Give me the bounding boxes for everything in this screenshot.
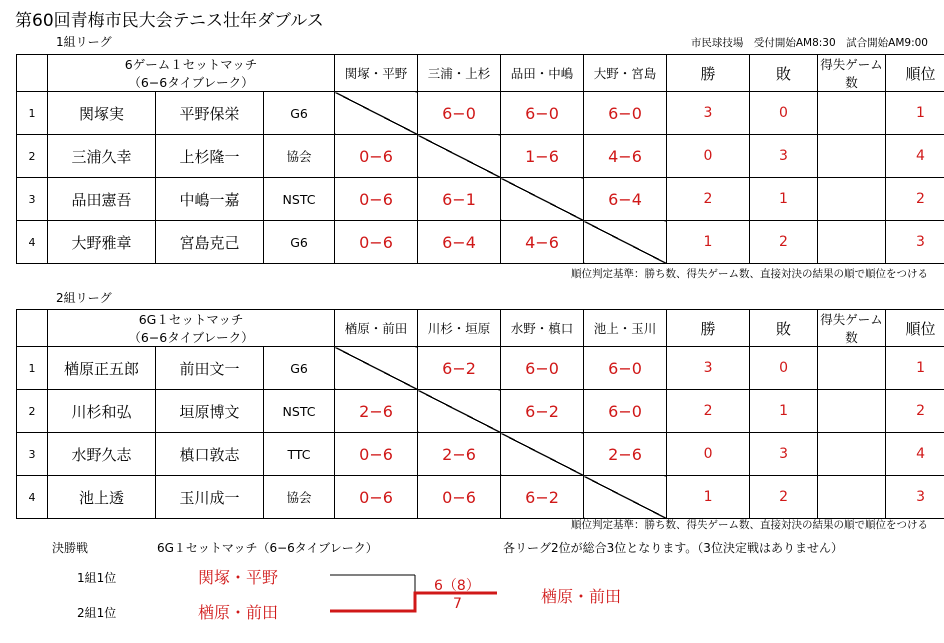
player2: 平野保栄 [156,92,264,135]
losses-cell: 3 [750,433,818,476]
format-line1: 6G１セットマッチ [138,312,244,327]
row-number: 4 [17,221,48,264]
ranking-criteria-2: 順位判定基準：勝ち数、得失ゲーム数、直接対決の結果の順で順位をつける [571,519,928,531]
player2: 前田文一 [156,347,264,390]
league2-label: 2組リーグ [56,291,112,305]
final-slot2-label: 2組1位 [77,606,117,620]
rank-cell: 3 [886,221,944,264]
final-format: 6G１セットマッチ（6−6タイブレーク） [157,541,378,555]
player1: 大野雅章 [48,221,156,264]
score-cell: 0−6 [335,433,418,476]
league2-col-team2: 川杉・垣原 [418,310,501,347]
player2: 槙口敦志 [156,433,264,476]
final-label: 決勝戦 [52,541,89,555]
player1: 関塚実 [48,92,156,135]
score-cell: 6−2 [501,390,584,433]
score-cell: 6−4 [584,178,667,221]
player2: 宮島克己 [156,221,264,264]
league1-col-diff: 得失ゲーム数 [818,55,886,92]
league2-col-losses: 敗 [750,310,818,347]
league2-col-diff: 得失ゲーム数 [818,310,886,347]
score-cell: 0−6 [335,135,418,178]
wins-cell: 3 [667,92,750,135]
score-cell: 6−0 [584,347,667,390]
format-line2: （6−6タイブレーク） [128,330,254,345]
club: TTC [264,433,335,476]
losses-cell: 0 [750,92,818,135]
club: 協会 [264,135,335,178]
rank-cell: 2 [886,178,944,221]
score-cell: 2−6 [418,433,501,476]
score-cell: 6−0 [418,92,501,135]
player2: 中嶋一嘉 [156,178,264,221]
club: G6 [264,347,335,390]
final-slot1-team: 関塚・平野 [198,568,279,587]
player2: 玉川成一 [156,476,264,519]
row-number: 2 [17,390,48,433]
club: 協会 [264,476,335,519]
club: NSTC [264,178,335,221]
format-line2: （6−6タイブレーク） [128,75,254,90]
player1: 楢原正五郎 [48,347,156,390]
player1: 品田憲吾 [48,178,156,221]
row-number: 3 [17,178,48,221]
wins-cell: 2 [667,390,750,433]
score-cell: 0−6 [335,476,418,519]
rank-cell: 4 [886,135,944,178]
rank-cell: 1 [886,347,944,390]
wins-cell: 3 [667,347,750,390]
league1-col-wins: 勝 [667,55,750,92]
league2-col-rank: 順位 [886,310,944,347]
player2: 上杉隆一 [156,135,264,178]
player1: 川杉和弘 [48,390,156,433]
page-title: 第60回青梅市民大会テニス壮年ダブルス [15,11,324,31]
score-cell: 6−2 [418,347,501,390]
score-cell: 0−6 [418,476,501,519]
club: NSTC [264,390,335,433]
losses-cell: 1 [750,178,818,221]
rank-cell: 4 [886,433,944,476]
player2: 垣原博文 [156,390,264,433]
player1: 水野久志 [48,433,156,476]
score-cell: 2−6 [335,390,418,433]
league2-col-team1: 楢原・前田 [335,310,418,347]
league2-col-team4: 池上・玉川 [584,310,667,347]
score-cell: 6−0 [501,92,584,135]
rank-cell: 2 [886,390,944,433]
ranking-criteria-1: 順位判定基準：勝ち数、得失ゲーム数、直接対決の結果の順で順位をつける [571,268,928,280]
club: G6 [264,221,335,264]
league2-col-team3: 水野・槙口 [501,310,584,347]
final-slot1-label: 1組1位 [77,571,117,585]
row-number: 1 [17,347,48,390]
player1: 三浦久幸 [48,135,156,178]
score-cell: 4−6 [501,221,584,264]
league1-col-team1: 関塚・平野 [335,55,418,92]
losses-cell: 0 [750,347,818,390]
score-cell: 6−0 [584,390,667,433]
score-cell: 6−2 [501,476,584,519]
final-winner: 楢原・前田 [541,587,622,606]
losses-cell: 1 [750,390,818,433]
losses-cell: 2 [750,476,818,519]
league1-col-team3: 品田・中嶋 [501,55,584,92]
league1-label: 1組リーグ [56,35,112,49]
losses-cell: 2 [750,221,818,264]
league1-col-team2: 三浦・上杉 [418,55,501,92]
wins-cell: 0 [667,135,750,178]
rank-cell: 1 [886,92,944,135]
score-cell: 0−6 [335,221,418,264]
club: G6 [264,92,335,135]
wins-cell: 2 [667,178,750,221]
row-number: 2 [17,135,48,178]
row-number: 1 [17,92,48,135]
row-number: 3 [17,433,48,476]
league1-col-losses: 敗 [750,55,818,92]
score-cell: 1−6 [501,135,584,178]
player1: 池上透 [48,476,156,519]
wins-cell: 1 [667,476,750,519]
final-slot2-team: 楢原・前田 [198,603,279,622]
wins-cell: 0 [667,433,750,476]
losses-cell: 3 [750,135,818,178]
score-cell: 6−0 [584,92,667,135]
row-number: 4 [17,476,48,519]
venue-info: 市民球技場 受付開始AM8:30 試合開始AM9:00 [690,37,928,49]
score-cell: 6−0 [501,347,584,390]
final-score-bottom: 7 [453,596,462,612]
final-note: 各リーグ2位が総合3位となります。（3位決定戦はありません） [503,541,843,555]
rank-cell: 3 [886,476,944,519]
bracket-line-winner [330,593,497,611]
league1-col-rank: 順位 [886,55,944,92]
score-cell: 6−4 [418,221,501,264]
score-cell: 2−6 [584,433,667,476]
format-line1: 6ゲーム１セットマッチ [124,57,258,72]
score-cell: 0−6 [335,178,418,221]
final-score-top: 6（8） [434,578,480,594]
league2-col-wins: 勝 [667,310,750,347]
score-cell: 4−6 [584,135,667,178]
wins-cell: 1 [667,221,750,264]
league1-col-team4: 大野・宮島 [584,55,667,92]
score-cell: 6−1 [418,178,501,221]
